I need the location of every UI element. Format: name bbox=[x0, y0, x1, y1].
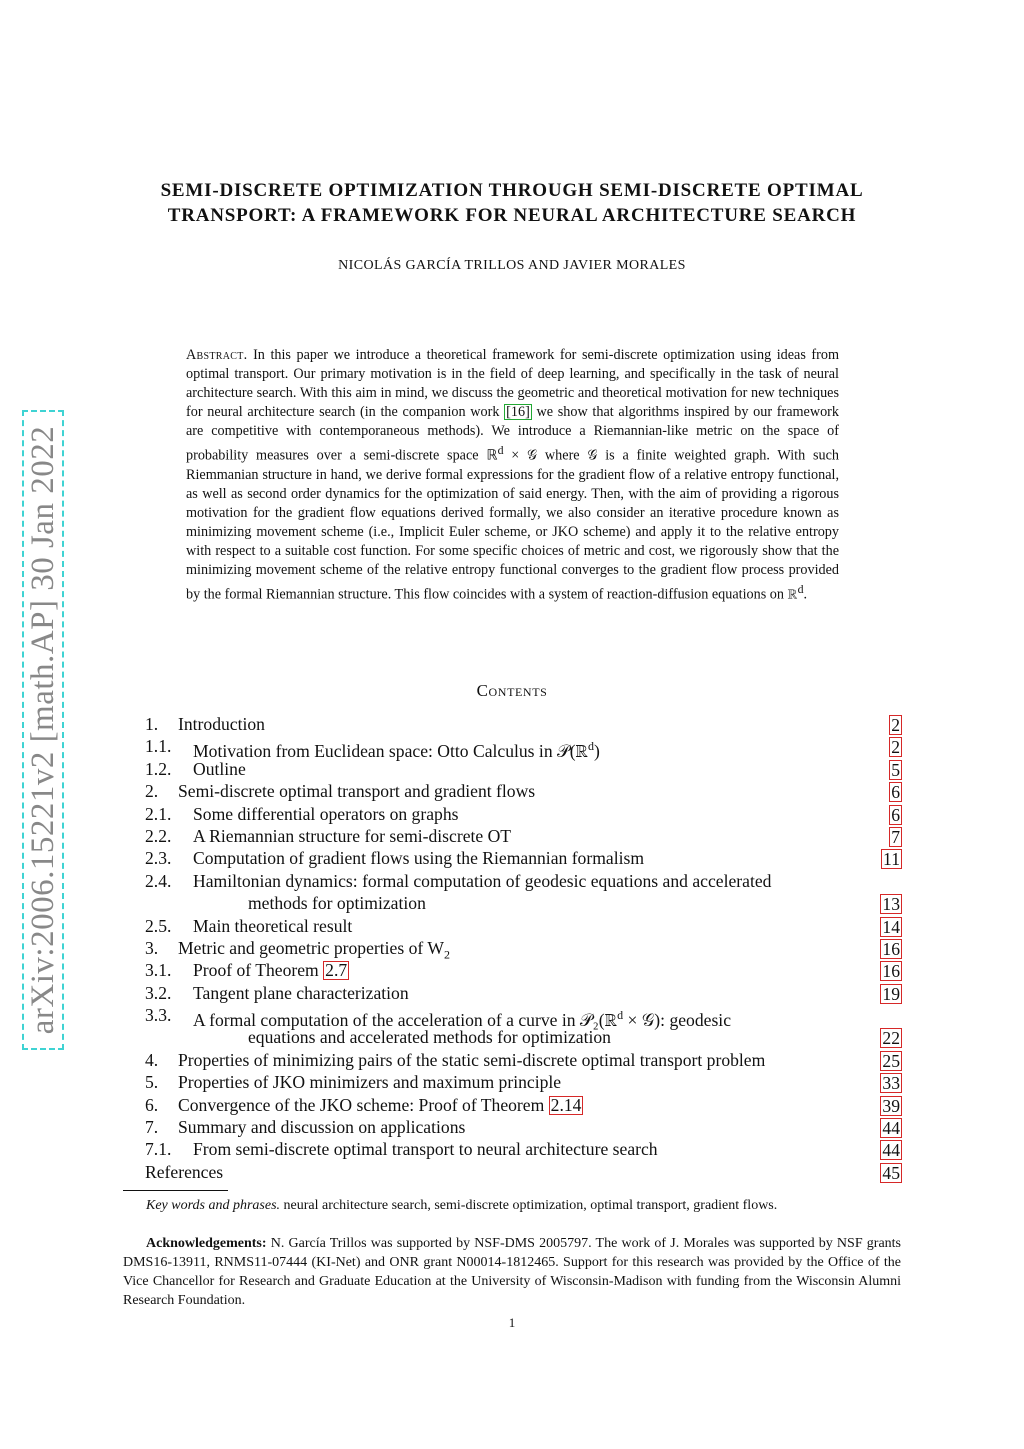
toc-entry-title bbox=[178, 1094, 583, 1116]
toc-entry-title bbox=[178, 1071, 561, 1093]
toc-entry[interactable] bbox=[145, 1138, 902, 1160]
keywords-label: Key words and phrases. bbox=[146, 1198, 281, 1213]
toc-entry-title bbox=[178, 780, 535, 802]
toc-entry-text: Semi-discrete optimal transport and gradient flows bbox=[178, 781, 536, 802]
toc-entry[interactable] bbox=[145, 713, 902, 735]
toc-entry[interactable] bbox=[145, 1004, 902, 1030]
toc-entry-text: Introduction bbox=[178, 714, 265, 734]
toc-entry-text: A formal computation of the acceleration of a curve in 𝒫₂(ℝ bbox=[193, 1009, 618, 1030]
toc-entry-number: 1. bbox=[145, 714, 159, 734]
toc-page-link[interactable]: 13 bbox=[882, 894, 900, 915]
toc-entry[interactable] bbox=[145, 780, 902, 802]
keywords-text: neural architecture search, semi-discrete optimization, optimal transport, gradient flows. bbox=[283, 1198, 778, 1213]
toc-page-link[interactable]: 45 bbox=[882, 1162, 900, 1183]
abstract-text: In this paper we introduce a theoretical framework for semi-discrete optimization using ideas from optimal transport. Our primary motivation is in the field of deep learning, and specifically in the task of neural architecture search. With this aim in mind, we discuss the geometric and theoretical motivation for new techniques for neural architecture search (in the companion work bbox=[186, 347, 839, 420]
toc-entry-text: Motivation from Euclidean space: Otto Calculus in 𝒫(ℝ bbox=[193, 741, 589, 762]
toc-page-link[interactable]: 33 bbox=[882, 1073, 900, 1094]
table-of-contents bbox=[145, 713, 902, 1183]
toc-entry-text: Some differential operators on graphs bbox=[193, 803, 459, 824]
toc-entry-title bbox=[193, 870, 771, 892]
toc-entry-text: Convergence of the JKO scheme: Proof of Theorem bbox=[178, 1094, 549, 1115]
toc-entry-number: 3.2. bbox=[145, 982, 172, 1003]
toc-entry[interactable] bbox=[145, 1071, 902, 1093]
toc-entry[interactable] bbox=[145, 803, 902, 825]
page-number: 1 bbox=[508, 1315, 516, 1330]
toc-entry[interactable] bbox=[145, 870, 902, 892]
toc-entry-text: From semi-discrete optimal transport to neural architecture search bbox=[193, 1139, 658, 1160]
toc-entry-text: Computation of gradient flows using the Riemannian formalism bbox=[193, 848, 645, 869]
toc-entry-number: 3.3. bbox=[145, 1005, 172, 1026]
toc-entry-title bbox=[193, 982, 409, 1004]
toc-entry-text: Metric and geometric properties of W bbox=[178, 937, 444, 958]
toc-entry-number: 2. bbox=[145, 781, 159, 802]
toc-page-link[interactable]: 6 bbox=[889, 782, 902, 802]
toc-entry[interactable] bbox=[145, 915, 902, 937]
toc-page-link[interactable]: 2 bbox=[889, 737, 902, 757]
toc-page-link[interactable]: 22 bbox=[882, 1028, 900, 1049]
toc-page-link[interactable]: 2 bbox=[889, 715, 902, 735]
toc-entry-text: methods for optimization bbox=[248, 893, 426, 914]
toc-entry-number: 5. bbox=[145, 1072, 159, 1093]
abstract-text: we show that algorithms inspired by our framework are competitive with contemporaneous methods). We introduce a Riemannian-like metric on the space of probability measures over a semi-discrete space ℝ bbox=[186, 404, 839, 464]
acknowledgements-footnote bbox=[123, 1234, 901, 1310]
theorem-reference-link[interactable]: 2.7 bbox=[325, 960, 348, 981]
author-list: NICOLÁS GARCÍA TRILLOS AND JAVIER MORALES bbox=[338, 258, 686, 273]
toc-entry-number: 1.2. bbox=[145, 758, 172, 779]
toc-entry-title bbox=[193, 825, 511, 847]
toc-entry[interactable] bbox=[145, 1049, 902, 1071]
title-line: TRANSPORT: A FRAMEWORK FOR NEURAL ARCHITECTURE SEARCH bbox=[167, 205, 857, 226]
toc-entry[interactable] bbox=[145, 735, 902, 762]
superscript: d bbox=[797, 581, 804, 596]
toc-entry-number: 4. bbox=[145, 1049, 159, 1070]
toc-entry-number: 7. bbox=[145, 1117, 159, 1138]
toc-entry-number: 6. bbox=[145, 1094, 159, 1115]
toc-entry-title bbox=[193, 803, 458, 825]
footnote-rule bbox=[123, 1190, 228, 1191]
toc-entry-text: Properties of JKO minimizers and maximum principle bbox=[178, 1072, 562, 1093]
toc-entry-text: Properties of minimizing pairs of the static semi-discrete optimal transport problem bbox=[178, 1049, 766, 1070]
toc-entry-number: 7.1. bbox=[145, 1139, 172, 1160]
toc-page-link[interactable]: 16 bbox=[882, 938, 900, 959]
toc-page-link[interactable]: 44 bbox=[882, 1140, 900, 1161]
toc-entry-title bbox=[193, 959, 349, 981]
toc-entry-title bbox=[193, 758, 246, 780]
toc-entry-title bbox=[145, 1161, 223, 1183]
abstract-label: Abstract. bbox=[186, 347, 248, 363]
contents-heading: Contents bbox=[476, 681, 548, 700]
superscript: d bbox=[497, 443, 504, 457]
toc-page-link[interactable]: 39 bbox=[882, 1095, 900, 1116]
toc-entry-text: References bbox=[145, 1161, 224, 1182]
abstract-text: . bbox=[803, 586, 808, 603]
toc-page-link[interactable]: 5 bbox=[889, 760, 902, 780]
toc-entry-continuation[interactable] bbox=[145, 892, 902, 914]
keywords-footnote bbox=[123, 1196, 901, 1215]
toc-page-link[interactable]: 14 bbox=[882, 916, 900, 937]
toc-page-link[interactable]: 44 bbox=[882, 1118, 900, 1139]
toc-entry-title bbox=[178, 1116, 465, 1138]
citation-link[interactable]: [16] bbox=[506, 404, 530, 420]
title-line: SEMI-DISCRETE OPTIMIZATION THROUGH SEMI-DISCRETE OPTIMAL bbox=[160, 180, 864, 201]
toc-entry-number: 3. bbox=[145, 937, 159, 958]
theorem-reference-link[interactable]: 2.14 bbox=[550, 1094, 582, 1115]
toc-entry-title bbox=[193, 915, 352, 937]
toc-entry-continuation[interactable] bbox=[145, 1026, 902, 1048]
toc-entry-text: ) bbox=[594, 741, 600, 762]
toc-entry[interactable] bbox=[145, 959, 902, 981]
toc-entry-text: Main theoretical result bbox=[193, 915, 353, 936]
superscript: d bbox=[588, 739, 595, 754]
toc-entry-title bbox=[178, 713, 265, 735]
toc-entry-text: Hamiltonian dynamics: formal computation of geodesic equations and accelerated bbox=[193, 870, 772, 891]
toc-entry-text: Summary and discussion on applications bbox=[178, 1117, 466, 1138]
toc-entry-number: 3.1. bbox=[145, 960, 172, 981]
arxiv-identifier-stamp[interactable]: arXiv:2006.15221v2 [math.AP] 30 Jan 2022 bbox=[22, 410, 64, 1050]
toc-page-link[interactable]: 16 bbox=[882, 961, 900, 982]
toc-entry-text: Tangent plane characterization bbox=[193, 982, 409, 1003]
toc-entry-text: Proof of Theorem bbox=[193, 960, 324, 981]
acknowledgements-label: Acknowledgements: bbox=[146, 1236, 267, 1251]
toc-entry-title bbox=[193, 847, 644, 869]
toc-page-link[interactable]: 25 bbox=[882, 1050, 900, 1071]
paper-title bbox=[110, 178, 914, 228]
toc-entry-text: A Riemannian structure for semi-discrete OT bbox=[193, 825, 512, 846]
toc-page-link[interactable]: 7 bbox=[889, 827, 902, 847]
superscript: d bbox=[617, 1008, 624, 1023]
toc-page-link[interactable]: 11 bbox=[883, 849, 900, 870]
toc-entry[interactable] bbox=[145, 1094, 902, 1116]
toc-entry[interactable] bbox=[145, 937, 902, 962]
toc-entry[interactable] bbox=[145, 1161, 902, 1183]
toc-entry-number: 2.5. bbox=[145, 915, 172, 936]
toc-entry[interactable] bbox=[145, 825, 902, 847]
toc-page-link[interactable]: 19 bbox=[882, 983, 900, 1004]
toc-entry-title bbox=[178, 1049, 765, 1071]
toc-entry[interactable] bbox=[145, 758, 902, 780]
toc-page-link[interactable]: 6 bbox=[889, 805, 902, 825]
toc-entry[interactable] bbox=[145, 847, 902, 869]
toc-entry-text: × 𝒢): geodesic bbox=[623, 1009, 732, 1030]
toc-entry-number: 2.2. bbox=[145, 825, 172, 846]
abstract bbox=[186, 346, 839, 604]
toc-entry-text: Outline bbox=[193, 758, 246, 779]
toc-entry[interactable] bbox=[145, 1116, 902, 1138]
toc-entry[interactable] bbox=[145, 982, 902, 1004]
toc-entry-title bbox=[193, 1138, 658, 1160]
toc-entry-number: 2.1. bbox=[145, 803, 172, 824]
toc-entry-number: 2.3. bbox=[145, 848, 172, 869]
abstract-text: × 𝒢 where 𝒢 is a finite weighted graph. With such Riemmanian structure in hand, we derive formal expressions for the gradient flow of a relative entropy functional, as well as second order dynamics for the optimization of said energy. Then, with the aim of providing a rigorous motivation for the gradient flow equations derived formally, we also consider an iterative procedure known as minimizing movement scheme (i.e., Implicit Euler scheme, or JKO scheme) and apply it to the relative entropy with respect to a suitable cost function. For some specific choices of metric and cost, we rigorously show that the minimizing movement scheme of the relative entropy functional converges to the gradient flow process provided by the formal Riemannian structure. This flow coincides with a system of reaction-diffusion equations on ℝ bbox=[186, 447, 839, 603]
subscript: 2 bbox=[443, 947, 450, 962]
toc-entry-text: equations and accelerated methods for optimization bbox=[248, 1027, 611, 1048]
acknowledgements-text: N. García Trillos was supported by NSF-DMS 2005797. The work of J. Morales was supported by NSF grants DMS16-13911, RNMS11-07444 (KI-Net) and ONR grant N00014-1812465. Support for this research was provided by the Office of the Vice Chancellor for Research and Graduate Education at the University of Wisconsin-Madison with funding from the Wisconsin Alumni Research Foundation. bbox=[123, 1236, 902, 1308]
toc-entry-number: 2.4. bbox=[145, 870, 172, 891]
toc-entry-number: 1.1. bbox=[145, 736, 172, 757]
